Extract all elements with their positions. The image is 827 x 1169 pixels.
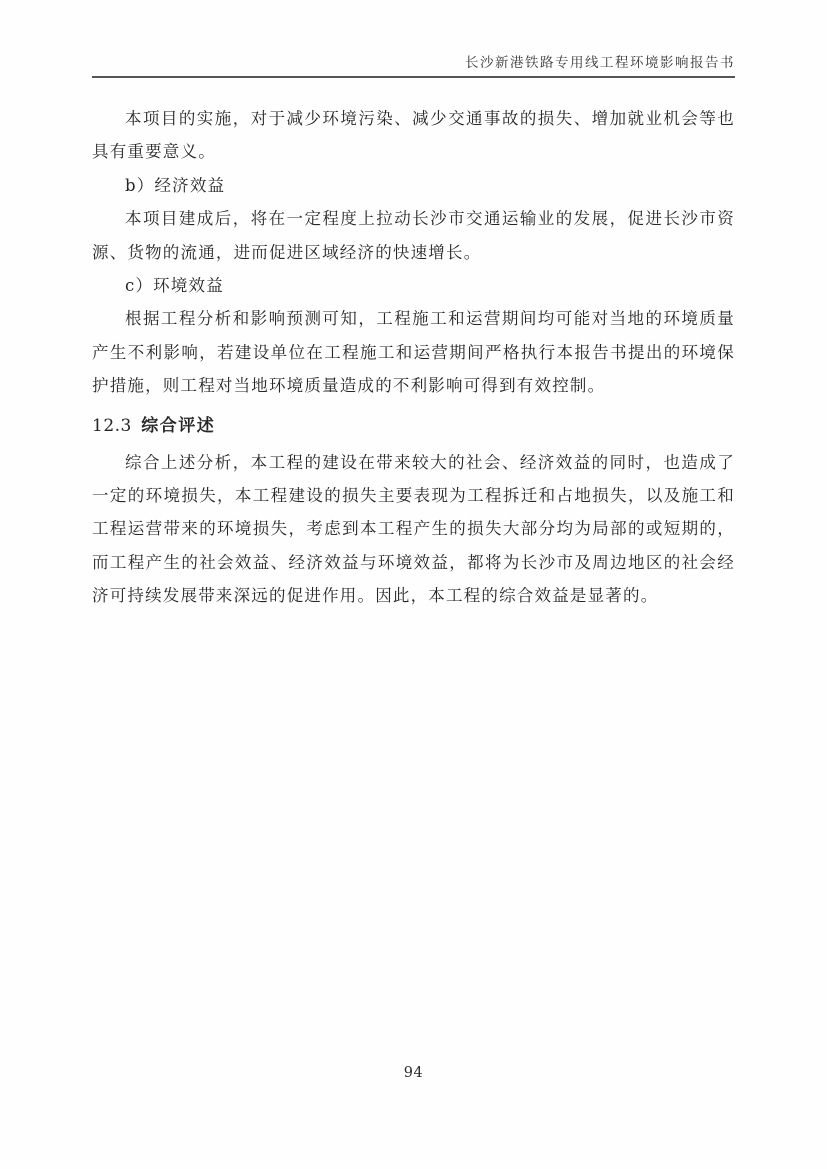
list-item-b-economic-benefit: b）经济效益 (125, 175, 226, 195)
section-heading (92, 410, 735, 443)
page-header (92, 52, 735, 78)
section-heading-title: 综合评述 (141, 415, 216, 436)
page-number: 94 (403, 1065, 424, 1081)
page-footer (0, 1062, 827, 1081)
paragraph-social-benefit: 本项目的实施，对于减少环境污染、减少交通事故的损失、增加就业机会等也具有重要意义。 (92, 109, 735, 162)
paragraph-economic-benefit: 本项目建成后，将在一定程度上拉动长沙市交通运输业的发展，促进长沙市资源、货物的流通，进而促进区域经济的快速增长。 (92, 209, 735, 262)
list-item-c-environmental-benefit: c）环境效益 (125, 276, 224, 296)
paragraph-summary: 综合上述分析，本工程的建设在带来较大的社会、经济效益的同时，也造成了一定的环境损失，本工程建设的损失主要表现为工程拆迁和占地损失，以及施工和工程运营带来的环境损失，考虑到本工程产生的损失大部分均为局部的或短期的，而工程产生的社会效益、经济效益与环境效益，都将为长沙市及周边地区的社会经济可持续发展带来深远的促进作用。因此，本工程的综合效益是显著的。 (92, 452, 735, 606)
document-body (92, 102, 735, 613)
header-title: 长沙新港铁路专用线工程环境影响报告书 (465, 55, 735, 71)
paragraph-environmental-benefit: 根据工程分析和影响预测可知，工程施工和运营期间均可能对当地的环境质量产生不利影响，若建设单位在工程施工和运营期间严格执行本报告书提出的环境保护措施，则工程对当地环境质量造成的不利影响可得到有效控制。 (92, 309, 735, 396)
section-heading-number: 12.3 (92, 415, 132, 436)
